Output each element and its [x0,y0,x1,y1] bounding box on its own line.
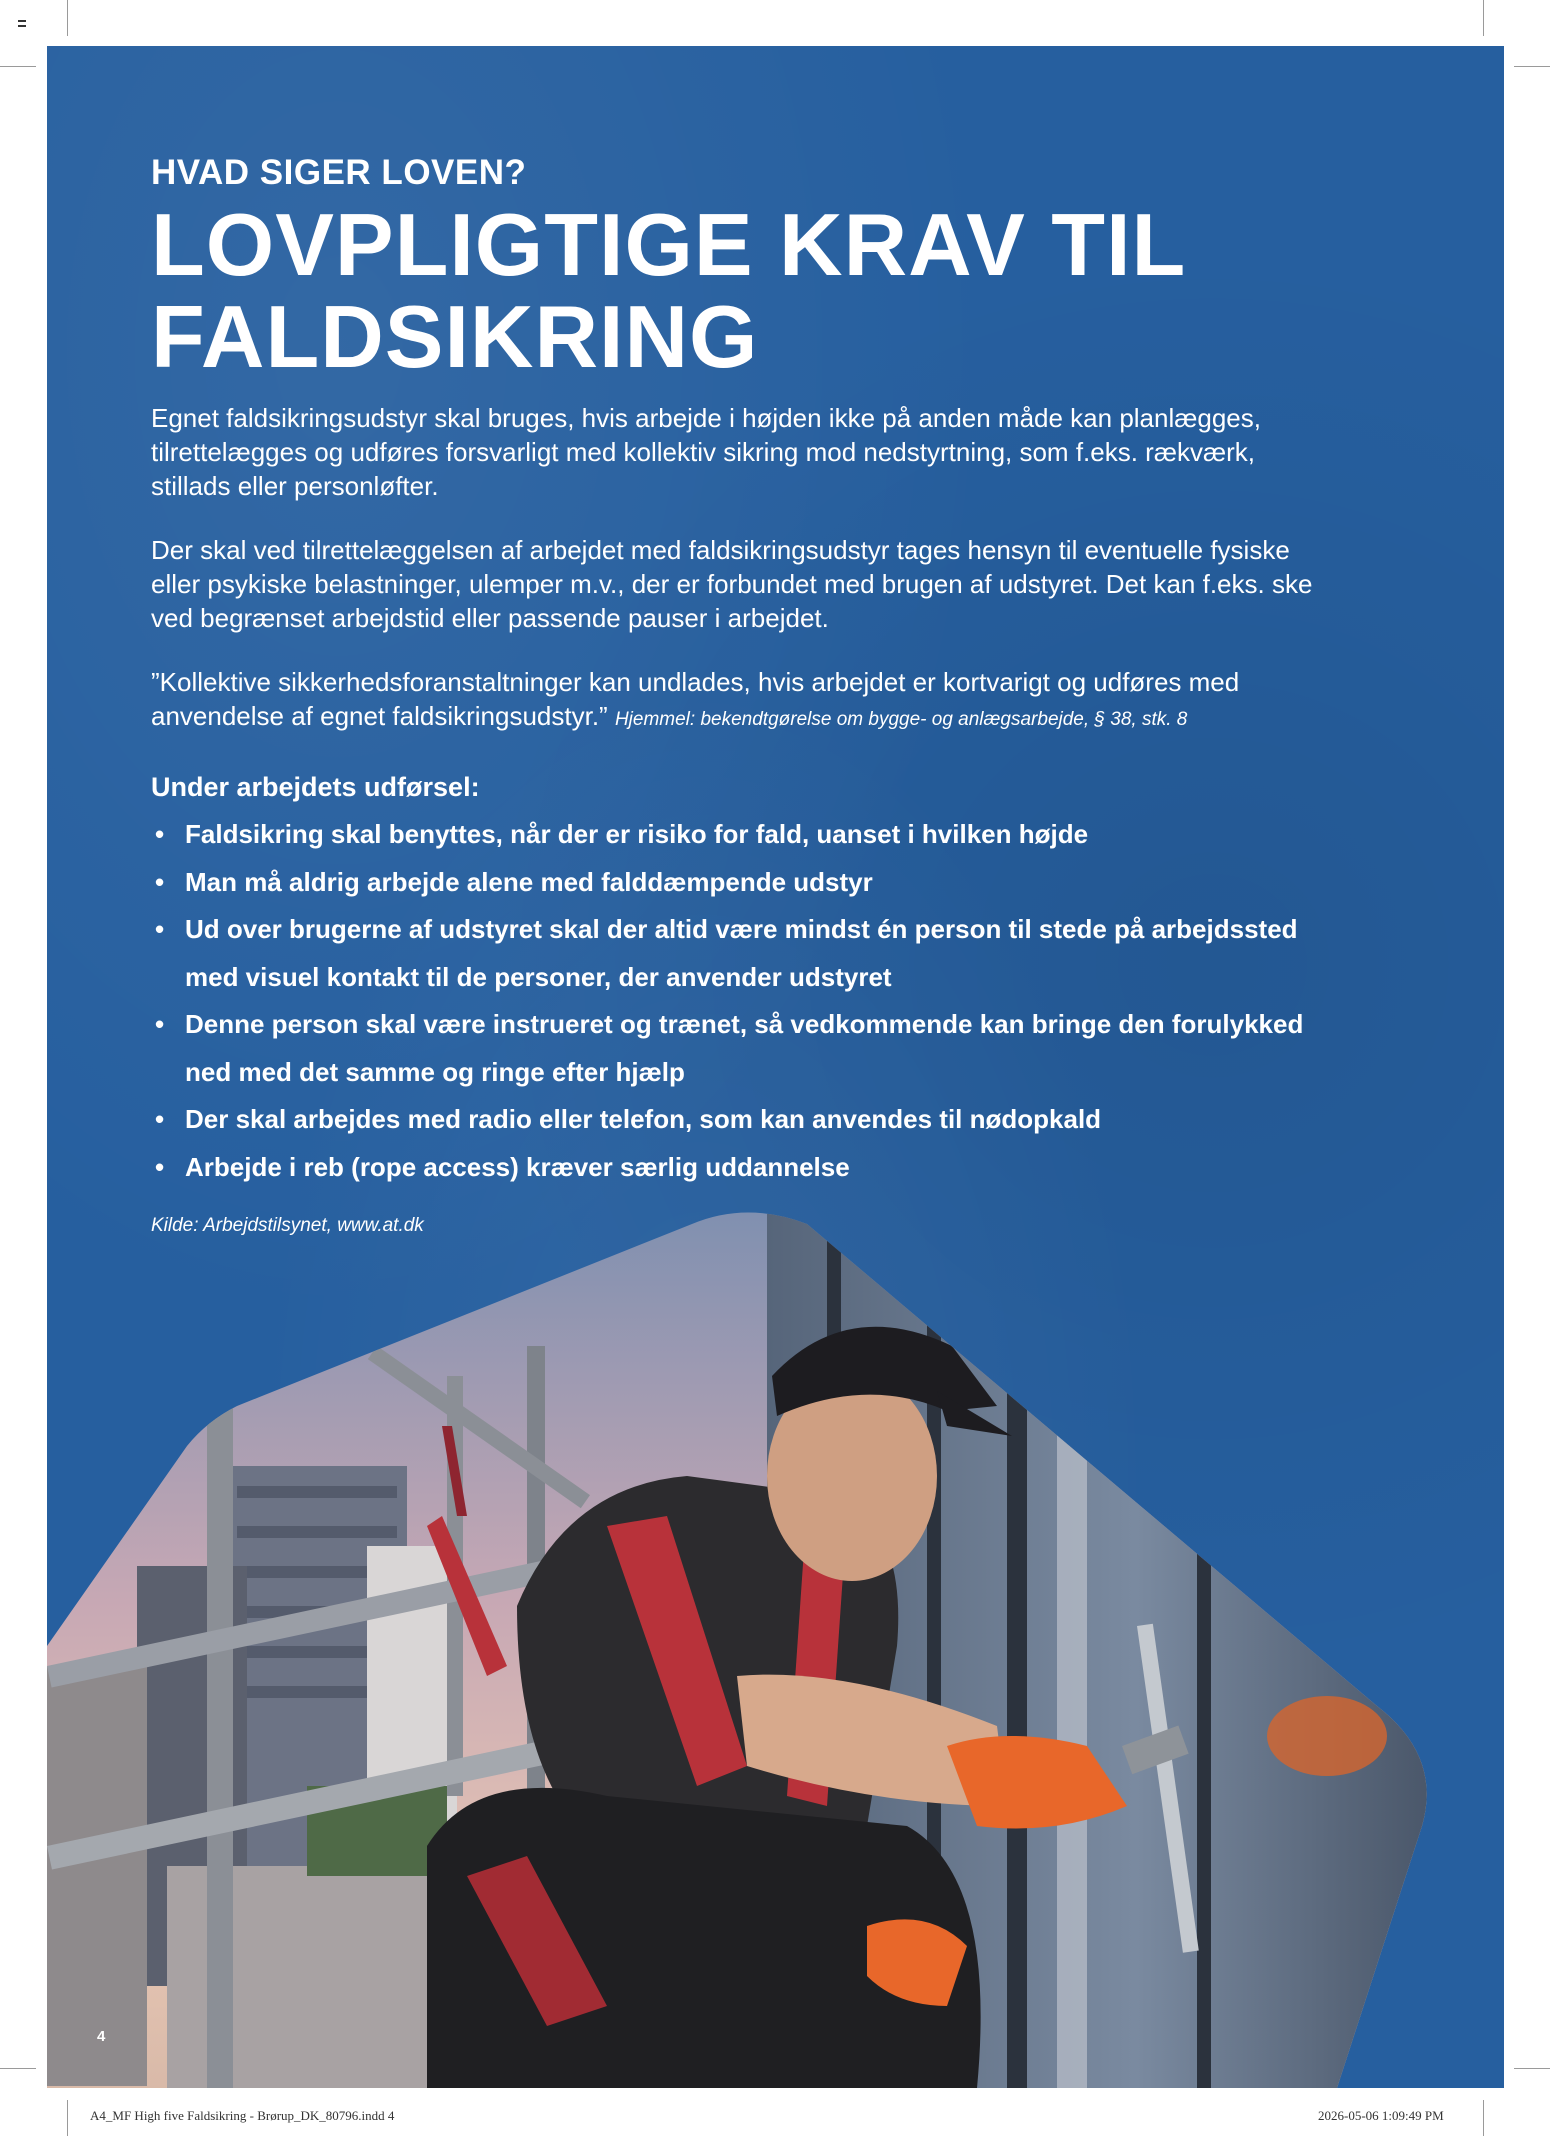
list-item: • Der skal arbejdes med radio eller telefon, som kan anvendes til nødopkald [151,1096,1331,1144]
footer-filename: A4_MF High five Faldsikring - Brørup_DK_80796.indd 4 [90,2108,395,2123]
quote-reference: Hjemmel: bekendtgørelse om bygge- og anlægsarbejde, § 38, stk. 8 [614,709,1188,730]
crop-mark [1514,2068,1550,2069]
page-title [151,195,1351,386]
crop-mark [1514,66,1550,67]
crop-mark [0,66,36,67]
list-item: • Denne person skal være instrueret og trænet, så vedkommende kan bringe den forulykked ned med det samme og ringe efter hjælp [151,1001,1331,1096]
list-item: • Arbejde i reb (rope access) kræver særlig uddannelse [151,1144,1331,1192]
bullet-icon: • [155,1151,165,1182]
quote: ”Kollektive sikkerhedsforanstaltninger kan undlades, hvis arbejdet er kortvarigt og udføres med anvendelse af egnet faldsikringsudstyr.” [151,667,1240,731]
bullet-icon: • [155,866,165,897]
requirements-list [151,811,1331,1191]
registration-mark [18,20,26,27]
list-item: • Faldsikring skal benyttes, når der er risiko for fald, uanset i hvilken højde [151,811,1331,859]
bullet-icon: • [155,914,165,944]
brochure-page [47,46,1504,2088]
paragraph-2: Der skal ved tilrettelæggelsen af arbejdet med faldsikringsudstyr tages hensyn til eventuelle fysiske eller psykiske belastninger, ulemper m.v., der er forbundet med brugen af udstyret. Det kan f.eks. ske ved begrænset arbejdstid eller passende pauser i arbejdet. [151,535,1313,633]
list-item: • Ud over brugerne af udstyret skal der altid være mindst én person til stede på arbejdssted med visuel kontakt til de personer, der anvender udstyret [151,906,1331,1001]
crop-mark [1483,2100,1484,2136]
quote-paragraph [151,665,1331,737]
bullet-icon: • [155,1104,165,1134]
footer-timestamp: 2026-05-06 1:09:49 PM [1318,2108,1444,2123]
title-line-2: FALDSIKRING [151,287,759,386]
bullet-icon: • [155,1009,165,1039]
crop-mark [67,2100,68,2136]
subheading: Under arbejdets udførsel: [151,772,480,802]
title-line-1: LOVPLIGTIGE KRAV TIL [151,195,1187,294]
list-item: • Man må aldrig arbejde alene med falddæmpende udstyr [151,859,1331,907]
crop-mark [0,2068,36,2069]
page-number: 4 [97,2028,106,2045]
source-citation: Kilde: Arbejdstilsynet, www.at.dk [151,1215,424,1236]
crop-mark [1483,0,1484,36]
kicker: HVAD SIGER LOVEN? [151,153,527,192]
bullet-icon: • [155,819,165,849]
article [151,151,1351,1239]
paragraph-1: Egnet faldsikringsudstyr skal bruges, hvis arbejde i højden ikke på anden måde kan planlægges, tilrettelægges og udføres forsvarligt med kollektiv sikring mod nedstyrtning, som f.eks. rækværk, stillads eller personløfter. [151,403,1261,501]
crop-mark [67,0,68,36]
